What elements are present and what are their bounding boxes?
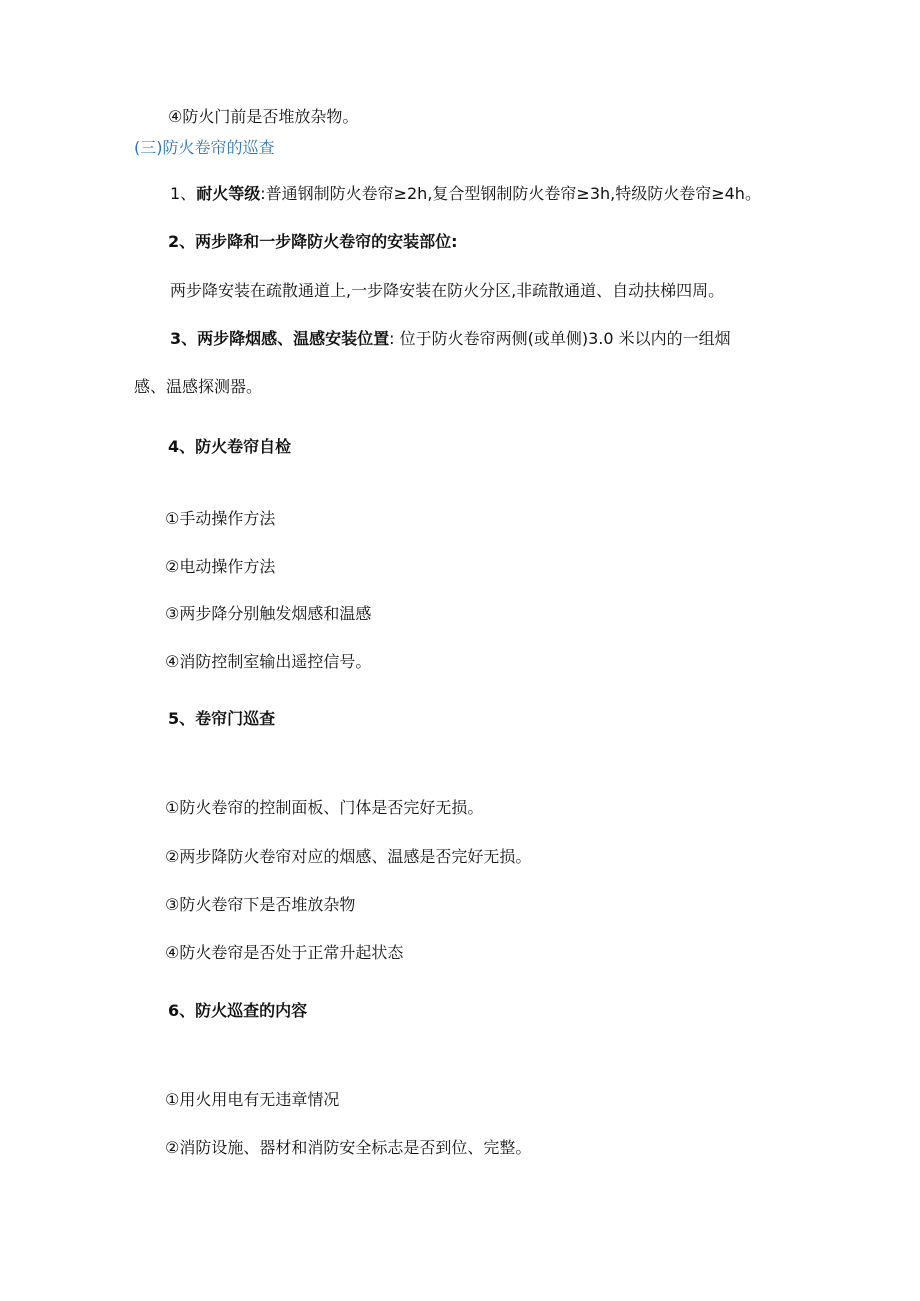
item-1-text: :普通钢制防火卷帘≥2h,复合型钢制防火卷帘≥3h,特级防火卷帘≥4h。 bbox=[260, 184, 761, 203]
item-4-point: ①手动操作方法 bbox=[165, 509, 276, 528]
item-3-text-continued: 感、温感探测器。 bbox=[134, 377, 263, 396]
item-1-term: 耐火等级 bbox=[196, 184, 261, 203]
item-2-text: 两步降安装在疏散通道上,一步降安装在防火分区,非疏散通道、自动扶梯四周。 bbox=[170, 281, 725, 300]
item-3-title: 3、两步降烟感、温感安装位置 bbox=[170, 329, 390, 348]
item-5-title: 5、卷帘门巡查 bbox=[168, 709, 276, 728]
item-5-point: ②两步降防火卷帘对应的烟感、温感是否完好无损。 bbox=[165, 847, 532, 866]
item-4-point: ④消防控制室输出遥控信号。 bbox=[165, 652, 372, 671]
item-6-title: 6、防火巡查的内容 bbox=[168, 1001, 308, 1020]
item-3 bbox=[170, 328, 731, 350]
item-5-point: ③防火卷帘下是否堆放杂物 bbox=[165, 895, 356, 914]
item-6-point: ②消防设施、器材和消防安全标志是否到位、完整。 bbox=[165, 1138, 532, 1157]
item-3-text: : 位于防火卷帘两侧(或单侧)3.0 米以内的一组烟 bbox=[389, 329, 731, 348]
item-4-point: ③两步降分别触发烟感和温感 bbox=[165, 604, 372, 623]
item-2-title: 2、两步降和一步降防火卷帘的安装部位: bbox=[168, 232, 458, 251]
door-clutter-line: ④防火门前是否堆放杂物。 bbox=[168, 107, 359, 126]
item-1 bbox=[170, 183, 761, 205]
item-4-point: ②电动操作方法 bbox=[165, 557, 276, 576]
item-6-point: ①用火用电有无违章情况 bbox=[165, 1090, 340, 1109]
section-heading: (三)防火卷帘的巡查 bbox=[134, 138, 275, 157]
item-1-number: 1、 bbox=[170, 184, 197, 203]
item-5-point: ①防火卷帘的控制面板、门体是否完好无损。 bbox=[165, 798, 484, 817]
item-5-point: ④防火卷帘是否处于正常升起状态 bbox=[165, 943, 404, 962]
item-4-title: 4、防火卷帘自检 bbox=[168, 437, 292, 456]
